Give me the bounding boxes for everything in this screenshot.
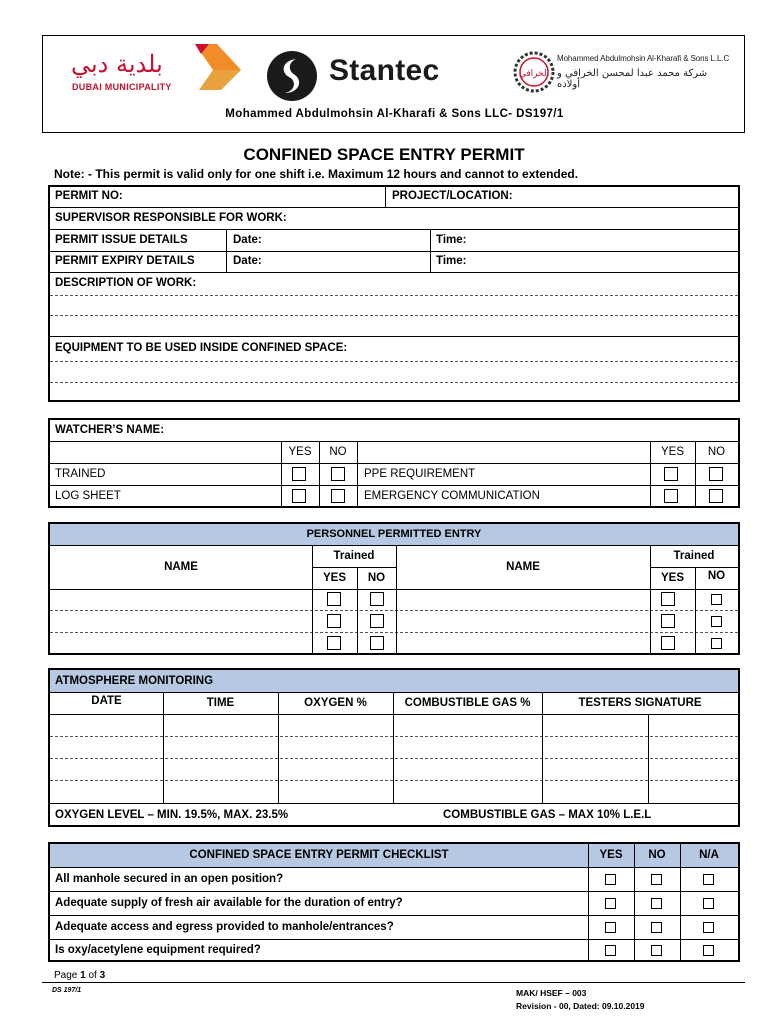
emergency-yes-checkbox[interactable] bbox=[664, 489, 678, 503]
revision-date: Revision - 00, Dated: 09.10.2019 bbox=[516, 1001, 645, 1011]
stantec-logo-icon bbox=[265, 49, 319, 103]
al-kharafi-seal-icon bbox=[513, 51, 555, 93]
personnel-3-yes-checkbox[interactable] bbox=[327, 636, 341, 650]
atmosphere-time-header: TIME bbox=[206, 697, 235, 709]
expiry-date-label: Date: bbox=[233, 255, 262, 267]
personnel-3-no-checkbox[interactable] bbox=[370, 636, 384, 650]
project-location-label: PROJECT/LOCATION: bbox=[392, 190, 513, 202]
watcher-name-label: WATCHER’S NAME: bbox=[55, 424, 165, 436]
personnel-2-no-checkbox[interactable] bbox=[370, 614, 384, 628]
trained-label: TRAINED bbox=[55, 468, 106, 480]
ppe-yes-checkbox[interactable] bbox=[664, 467, 678, 481]
atmosphere-date-header: DATE bbox=[91, 695, 122, 707]
permit-details-table bbox=[48, 185, 740, 402]
trained-yes-checkbox[interactable] bbox=[292, 467, 306, 481]
emergency-no-checkbox[interactable] bbox=[709, 489, 723, 503]
watcher-yes-header-right: YES bbox=[660, 446, 684, 458]
checklist-table bbox=[48, 842, 740, 962]
atmosphere-signature-header: TESTERS SIGNATURE bbox=[578, 697, 702, 709]
personnel-yes-header: YES bbox=[322, 572, 346, 584]
personnel-5-no-checkbox[interactable] bbox=[711, 616, 722, 627]
combustible-gas-limit: COMBUSTIBLE GAS – MAX 10% L.E.L bbox=[443, 809, 652, 821]
description-label: DESCRIPTION OF WORK: bbox=[55, 277, 197, 289]
trained-no-checkbox[interactable] bbox=[331, 467, 345, 481]
personnel-heading: PERSONNEL PERMITTED ENTRY bbox=[306, 528, 482, 540]
personnel-name-header: NAME bbox=[164, 561, 198, 573]
checklist-3-yes-checkbox[interactable] bbox=[605, 922, 616, 933]
personnel-no-header: NO bbox=[367, 572, 386, 584]
checklist-item: Adequate supply of fresh air available for the duration of entry? bbox=[55, 897, 403, 909]
personnel-1-no-checkbox[interactable] bbox=[370, 592, 384, 606]
revision-block bbox=[516, 987, 645, 1013]
atmosphere-oxygen-header: OXYGEN % bbox=[304, 697, 367, 709]
oxygen-level-limit: OXYGEN LEVEL – MIN. 19.5%, MAX. 23.5% bbox=[55, 809, 289, 821]
personnel-5-yes-checkbox[interactable] bbox=[661, 614, 675, 628]
expiry-time-label: Time: bbox=[436, 255, 467, 267]
form-code: MAK/ HSEF – 003 bbox=[516, 988, 587, 998]
checklist-4-no-checkbox[interactable] bbox=[651, 945, 662, 956]
permit-no-label: PERMIT NO: bbox=[55, 190, 123, 202]
issue-time-label: Time: bbox=[436, 234, 467, 246]
checklist-1-na-checkbox[interactable] bbox=[703, 874, 714, 885]
company-line: Mohammed Abdulmohsin Al-Kharafi & Sons LLC- DS197/1 bbox=[225, 108, 564, 120]
dubai-municipality-logo-icon bbox=[191, 40, 243, 92]
personnel-trained-header: Trained bbox=[333, 550, 375, 562]
checklist-4-na-checkbox[interactable] bbox=[703, 945, 714, 956]
personnel-6-no-checkbox[interactable] bbox=[711, 638, 722, 649]
al-kharafi-seal-text: الخرافي bbox=[518, 69, 550, 79]
watcher-no-header-right: NO bbox=[707, 446, 726, 458]
atmosphere-combustible-header: COMBUSTIBLE GAS % bbox=[404, 697, 531, 709]
letterhead bbox=[42, 35, 745, 133]
checklist-yes-header: YES bbox=[599, 849, 623, 861]
log-sheet-no-checkbox[interactable] bbox=[331, 489, 345, 503]
checklist-item: All manhole secured in an open position? bbox=[55, 873, 284, 885]
atmosphere-table bbox=[48, 668, 740, 827]
emergency-communication-label: EMERGENCY COMMUNICATION bbox=[364, 490, 540, 502]
log-sheet-yes-checkbox[interactable] bbox=[292, 489, 306, 503]
ppe-no-checkbox[interactable] bbox=[709, 467, 723, 481]
checklist-item: Is oxy/acetylene equipment required? bbox=[55, 944, 261, 956]
personnel-name-header-right: NAME bbox=[506, 561, 540, 573]
permit-expiry-label: PERMIT EXPIRY DETAILS bbox=[55, 255, 195, 267]
al-kharafi-name-arabic: شركة محمد عبدا لمحسن الخرافي و أولاده bbox=[557, 68, 708, 90]
supervisor-label: SUPERVISOR RESPONSIBLE FOR WORK: bbox=[55, 212, 287, 224]
personnel-trained-header-right: Trained bbox=[673, 550, 715, 562]
footer-divider bbox=[42, 982, 745, 983]
checklist-2-no-checkbox[interactable] bbox=[651, 898, 662, 909]
personnel-1-yes-checkbox[interactable] bbox=[327, 592, 341, 606]
checklist-1-yes-checkbox[interactable] bbox=[605, 874, 616, 885]
document-title: CONFINED SPACE ENTRY PERMIT bbox=[243, 145, 525, 164]
permit-issue-label: PERMIT ISSUE DETAILS bbox=[55, 234, 188, 246]
dubai-municipality-arabic: بلدية دبي bbox=[71, 50, 163, 78]
issue-date-label: Date: bbox=[233, 234, 262, 246]
checklist-no-header: NO bbox=[648, 849, 666, 861]
checklist-2-yes-checkbox[interactable] bbox=[605, 898, 616, 909]
watcher-table bbox=[48, 418, 740, 508]
personnel-4-yes-checkbox[interactable] bbox=[661, 592, 675, 606]
checklist-2-na-checkbox[interactable] bbox=[703, 898, 714, 909]
checklist-item: Adequate access and egress provided to manhole/entrances? bbox=[55, 921, 394, 933]
personnel-no-header-right: NO bbox=[707, 570, 726, 582]
checklist-3-no-checkbox[interactable] bbox=[651, 922, 662, 933]
checklist-4-yes-checkbox[interactable] bbox=[605, 945, 616, 956]
personnel-4-no-checkbox[interactable] bbox=[711, 594, 722, 605]
dubai-municipality-english: DUBAI MUNICIPALITY bbox=[72, 82, 172, 92]
atmosphere-heading: ATMOSPHERE MONITORING bbox=[55, 675, 214, 687]
checklist-3-na-checkbox[interactable] bbox=[703, 922, 714, 933]
checklist-1-no-checkbox[interactable] bbox=[651, 874, 662, 885]
personnel-6-yes-checkbox[interactable] bbox=[661, 636, 675, 650]
watcher-yes-header: YES bbox=[288, 446, 312, 458]
equipment-label: EQUIPMENT TO BE USED INSIDE CONFINED SPACE: bbox=[55, 342, 348, 354]
personnel-yes-header-right: YES bbox=[660, 572, 684, 584]
personnel-2-yes-checkbox[interactable] bbox=[327, 614, 341, 628]
validity-note: Note: - This permit is valid only for one shift i.e. Maximum 12 hours and cannot to extended. bbox=[54, 167, 579, 181]
watcher-no-header: NO bbox=[329, 446, 347, 458]
log-sheet-label: LOG SHEET bbox=[55, 490, 121, 502]
checklist-na-header: N/A bbox=[699, 849, 719, 861]
checklist-heading: CONFINED SPACE ENTRY PERMIT CHECKLIST bbox=[189, 849, 449, 861]
ppe-requirement-label: PPE REQUIREMENT bbox=[364, 468, 476, 480]
stantec-wordmark: Stantec bbox=[329, 54, 440, 87]
al-kharafi-name-english: Mohammed Abdulmohsin Al-Kharafi & Sons L.L.C bbox=[557, 54, 730, 63]
personnel-table bbox=[48, 522, 740, 655]
ds-code: DS 197/1 bbox=[52, 987, 82, 994]
page-number: Page 1 of 3 bbox=[54, 970, 106, 981]
